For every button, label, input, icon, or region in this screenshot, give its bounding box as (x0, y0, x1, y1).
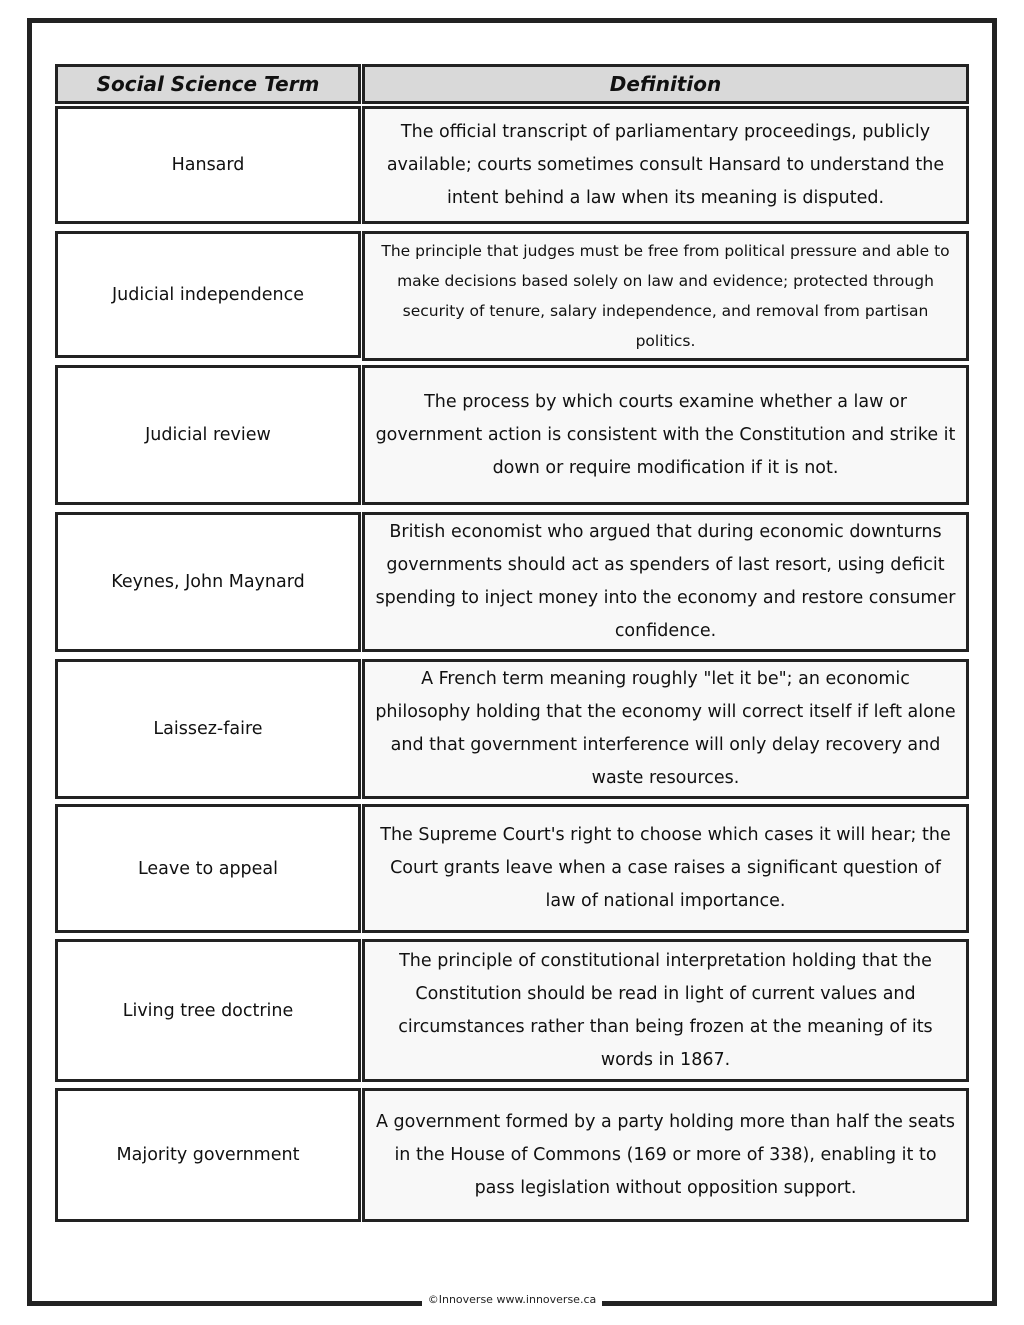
term-living-tree-doctrine: Living tree doctrine (55, 939, 361, 1082)
term-laissez-faire: Laissez-faire (55, 659, 361, 799)
definition-leave-to-appeal: The Supreme Court's right to choose which cases it will hear; the Court grants leave when a case raises a significant question of law of national importance. (362, 804, 969, 933)
definition-majority-government: A government formed by a party holding more than half the seats in the House of Commons (169 or more of 338), enabling it to pass legislation without opposition support. (362, 1088, 969, 1222)
definition-laissez-faire: A French term meaning roughly "let it be"; an economic philosophy holding that the economy will correct itself if left alone and that government interference will only delay recovery and waste resources. (362, 659, 969, 799)
definition-judicial-review: The process by which courts examine whether a law or government action is consistent with the Constitution and strike it down or require modification if it is not. (362, 365, 969, 505)
definition-keynes: British economist who argued that during economic downturns governments should act as spenders of last resort, using deficit spending to inject money into the economy and restore consumer confidence. (362, 512, 969, 652)
term-keynes: Keynes, John Maynard (55, 512, 361, 652)
footer-copyright: ©Innoverse www.innoverse.ca (422, 1291, 603, 1309)
term-leave-to-appeal: Leave to appeal (55, 804, 361, 933)
footer (0, 1288, 1024, 1309)
definition-living-tree-doctrine: The principle of constitutional interpretation holding that the Constitution should be read in light of current values and circumstances rather than being frozen at the meaning of its words in 1867. (362, 939, 969, 1082)
term-majority-government: Majority government (55, 1088, 361, 1222)
header-term: Social Science Term (55, 64, 361, 104)
term-hansard: Hansard (55, 106, 361, 224)
definition-hansard: The official transcript of parliamentary proceedings, publicly available; courts sometimes consult Hansard to understand the intent behind a law when its meaning is disputed. (362, 106, 969, 224)
term-judicial-independence: Judicial independence (55, 231, 361, 358)
definition-judicial-independence: The principle that judges must be free from political pressure and able to make decisions based solely on law and evidence; protected through security of tenure, salary independence, and removal from partisan politics. (362, 231, 969, 361)
header-definition: Definition (362, 64, 969, 104)
term-judicial-review: Judicial review (55, 365, 361, 505)
